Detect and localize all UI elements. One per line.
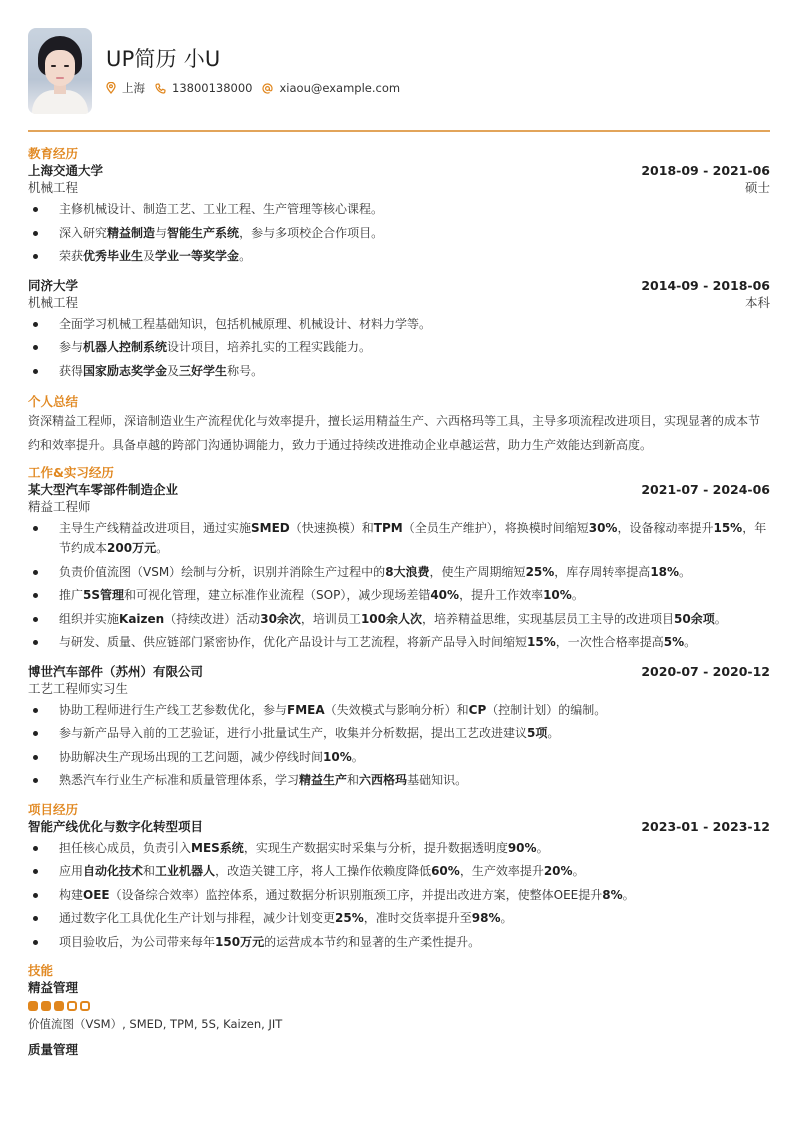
school-name: 同济大学 xyxy=(28,277,79,293)
bullet-list xyxy=(28,700,770,791)
skills-section xyxy=(28,962,770,1058)
company-name: 博世汽车部件（苏州）有限公司 xyxy=(28,663,204,679)
contact-row xyxy=(106,80,410,96)
bullet-item: 推广5S管理和可视化管理，建立标准作业流程（SOP），减少现场差错40%，提升工作效率10%。 xyxy=(28,585,770,605)
section-title-projects: 项目经历 xyxy=(28,801,79,817)
job-role: 精益工程师 xyxy=(28,499,91,514)
location-text: 上海 xyxy=(122,81,145,95)
projects-section xyxy=(28,801,770,952)
school-name: 上海交通大学 xyxy=(28,163,104,178)
skill-name: 精益管理 xyxy=(28,980,79,995)
bullet-item: 参与机器人控制系统设计项目，培养扎实的工程实践能力。 xyxy=(28,337,770,357)
map-pin-icon xyxy=(106,82,116,94)
phone-text: 13800138000 xyxy=(172,81,253,95)
bullet-item: 主修机械设计、制造工艺、工业工程、生产管理等核心课程。 xyxy=(28,199,770,219)
bullet-item: 构建OEE（设备综合效率）监控体系，通过数据分析识别瓶颈工序，并提出改进方案，使整体OEE提升8%。 xyxy=(28,885,770,905)
rating-dot-filled-icon xyxy=(41,1001,51,1011)
bullet-item: 通过数字化工具优化生产计划与排程，减少计划变更25%，准时交货率提升至98%。 xyxy=(28,908,770,928)
bullet-item: 全面学习机械工程基础知识，包括机械原理、机械设计、材料力学等。 xyxy=(28,314,770,334)
bullet-item: 应用自动化技术和工业机器人，改造关键工序，将人工操作依赖度降低60%，生产效率提升20%。 xyxy=(28,861,770,881)
resume-body xyxy=(28,145,770,1058)
bullet-item: 与研发、质量、供应链部门紧密协作，优化产品设计与工艺流程，将新产品导入时间缩短15%，一次性合格率提高5%。 xyxy=(28,632,770,652)
phone-icon xyxy=(155,83,166,94)
skill-entry xyxy=(28,979,770,1033)
work-period: 2020-07 - 2020-12 xyxy=(641,663,770,679)
rating-dot-filled-icon xyxy=(54,1001,64,1011)
contact-phone xyxy=(155,81,252,95)
bullet-item: 协助工程师进行生产线工艺参数优化，参与FMEA（失效模式与影响分析）和CP（控制计划）的编制。 xyxy=(28,700,770,720)
project-name: 智能产线优化与数字化转型项目 xyxy=(28,818,204,834)
bullet-item: 项目验收后，为公司带来每年150万元的运营成本节约和显著的生产柔性提升。 xyxy=(28,932,770,952)
bullet-item: 熟悉汽车行业生产标准和质量管理体系，学习精益生产和六西格玛基础知识。 xyxy=(28,770,770,790)
profile-photo xyxy=(28,28,92,114)
bullet-list xyxy=(28,838,770,952)
degree: 本科 xyxy=(744,294,770,310)
bullet-item: 担任核心成员，负责引入MES系统，实现生产数据实时采集与分析，提升数据透明度90%。 xyxy=(28,838,770,858)
rating-dot-empty-icon xyxy=(67,1001,77,1011)
degree: 硕士 xyxy=(744,180,770,195)
contact-email xyxy=(262,81,400,95)
bullet-item: 荣获优秀毕业生及学业一等奖学金。 xyxy=(28,246,770,266)
major: 机械工程 xyxy=(28,294,79,310)
skill-description: 价值流图（VSM）, SMED, TPM, 5S, Kaizen, JIT xyxy=(28,1017,283,1031)
edu-period: 2018-09 - 2021-06 xyxy=(641,163,770,178)
project-entry xyxy=(28,818,770,952)
edu-period: 2014-09 - 2018-06 xyxy=(641,277,770,293)
bullet-item: 组织并实施Kaizen（持续改进）活动30余次，培训员工100余人次，培养精益思维，实现基层员工主导的改进项目50余项。 xyxy=(28,609,770,629)
section-title-skills: 技能 xyxy=(28,963,54,978)
work-entry xyxy=(28,481,770,652)
resume-header xyxy=(28,28,410,114)
rating-dot-filled-icon xyxy=(28,1001,38,1011)
at-sign-icon xyxy=(262,83,273,94)
candidate-name: UP简历 小U xyxy=(106,47,221,71)
bullet-list xyxy=(28,199,770,266)
project-period: 2023-01 - 2023-12 xyxy=(641,818,770,834)
education-entry xyxy=(28,162,770,266)
education-entry xyxy=(28,277,770,381)
header-divider xyxy=(28,130,770,132)
job-role: 工艺工程师实习生 xyxy=(28,680,129,696)
section-title-education: 教育经历 xyxy=(28,146,79,161)
bullet-item: 获得国家励志奖学金及三好学生称号。 xyxy=(28,361,770,381)
work-entry xyxy=(28,663,770,791)
skill-level-rating xyxy=(28,1001,770,1011)
bullet-item: 主导生产线精益改进项目，通过实施SMED（快速换模）和TPM（全员生产维护），将换模时间缩短30%，设备稼动率提升15%，年节约成本200万元。 xyxy=(28,518,770,558)
section-title-summary: 个人总结 xyxy=(28,394,79,409)
bullet-item: 协助解决生产现场出现的工艺问题，减少停线时间10%。 xyxy=(28,747,770,767)
work-period: 2021-07 - 2024-06 xyxy=(641,482,770,497)
section-title-work: 工作&实习经历 xyxy=(28,465,114,480)
skill-entry xyxy=(28,1041,770,1058)
bullet-list xyxy=(28,314,770,381)
major: 机械工程 xyxy=(28,180,79,195)
summary-text: 资深精益工程师，深谙制造业生产流程优化与效率提升，擅长运用精益生产、六西格玛等工具，主导多项流程改进项目，实现显著的成本节约和效率提升。具备卓越的跨部门沟通协调能力，致力于通过持续改进推动企业卓越运营，助力生产效能达到新高度。 xyxy=(28,414,761,452)
rating-dot-empty-icon xyxy=(80,1001,90,1011)
contact-location xyxy=(106,80,145,96)
work-section xyxy=(28,464,770,790)
bullet-item: 参与新产品导入前的工艺验证，进行小批量试生产，收集并分析数据，提出工艺改进建议5项。 xyxy=(28,723,770,743)
bullet-item: 深入研究精益制造与智能生产系统，参与多项校企合作项目。 xyxy=(28,223,770,243)
email-text: xiaou@example.com xyxy=(279,81,401,95)
company-name: 某大型汽车零部件制造企业 xyxy=(28,482,179,497)
education-section xyxy=(28,145,770,381)
skill-name: 质量管理 xyxy=(28,1042,79,1057)
bullet-item: 负责价值流图（VSM）绘制与分析，识别并消除生产过程中的8大浪费，使生产周期缩短25%，库存周转率提高18%。 xyxy=(28,562,770,582)
summary-section xyxy=(28,393,770,457)
bullet-list xyxy=(28,518,770,652)
